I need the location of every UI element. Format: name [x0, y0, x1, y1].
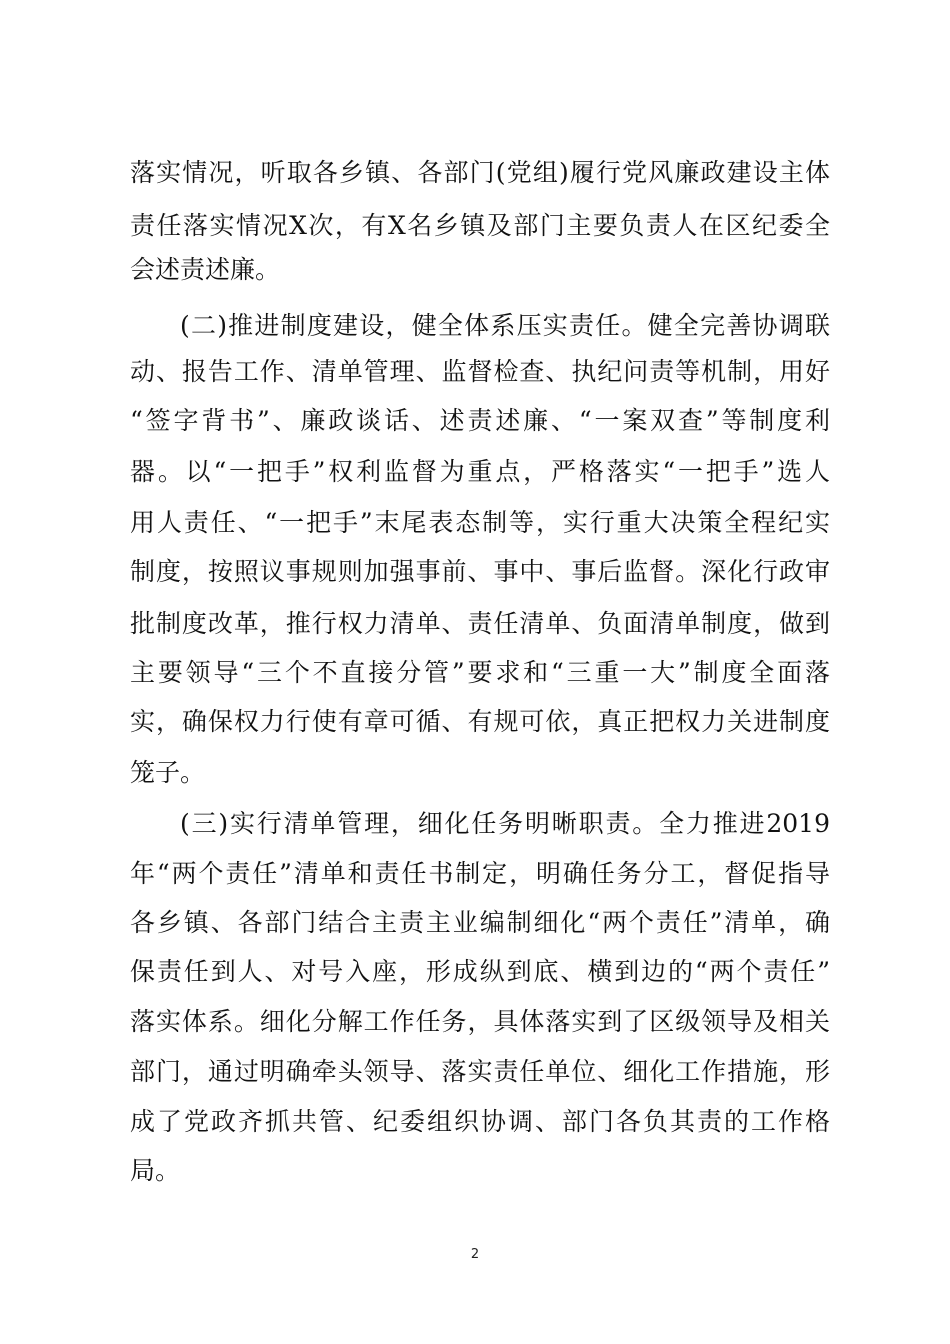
- text-line: 保责任到人、对号入座，形成纵到底、横到边的“两个责任”: [130, 957, 830, 986]
- text-line: 动、报告工作、清单管理、监督检查、执纪问责等机制，用好: [130, 357, 830, 386]
- text-line: “签字背书”、廉政谈话、述责述廉、“一案双查”等制度利: [130, 406, 830, 435]
- text-line: 实，确保权力行使有章可循、有规可依，真正把权力关进制度: [130, 707, 830, 736]
- text-line: 笼子。: [130, 758, 206, 787]
- page-number: 2: [470, 1247, 480, 1262]
- section-heading-line: (二)推进制度建设，健全体系压实责任。健全完善协调联: [180, 311, 830, 340]
- text-line: 用人责任、“一把手”末尾表态制等，实行重大决策全程纪实: [130, 508, 830, 537]
- text-line: 会述责述廉。: [130, 255, 281, 284]
- section-heading-line: (三)实行清单管理，细化任务明晰职责。全力推进2019: [180, 809, 830, 838]
- text-line: 落实体系。细化分解工作任务，具体落实到了区级领导及相关: [130, 1007, 830, 1036]
- text-line: 局。: [130, 1156, 181, 1185]
- text-line: 落实情况，听取各乡镇、各部门(党组)履行党风廉政建设主体: [130, 158, 830, 187]
- text-line: 各乡镇、各部门结合主责主业编制细化“两个责任”清单，确: [130, 908, 830, 937]
- text-line: 责任落实情况X次，有X名乡镇及部门主要负责人在区纪委全: [130, 211, 830, 240]
- text-line: 成了党政齐抓共管、纪委组织协调、部门各负其责的工作格: [130, 1107, 830, 1136]
- text-line: 年“两个责任”清单和责任书制定，明确任务分工，督促指导: [130, 859, 830, 888]
- text-line: 部门，通过明确牵头领导、落实责任单位、细化工作措施，形: [130, 1057, 830, 1086]
- text-line: 批制度改革，推行权力清单、责任清单、负面清单制度，做到: [130, 609, 830, 638]
- text-line: 制度，按照议事规则加强事前、事中、事后监督。深化行政审: [130, 557, 830, 586]
- text-line: 器。以“一把手”权利监督为重点，严格落实“一把手”选人: [130, 457, 830, 486]
- text-line: 主要领导“三个不直接分管”要求和“三重一大”制度全面落: [130, 658, 830, 687]
